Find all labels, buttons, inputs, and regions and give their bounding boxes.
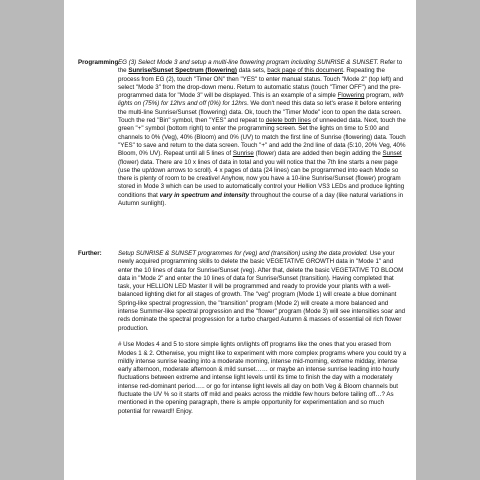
text-run: (flower) data. There are 10 x lines of data in total and you will notice that the 7th line starts a new page (use the up/down arrows to scroll). 4 x pages of data (24 lines) can be programmed into each Mode so there is plenty of room to be creative! Anyhow, now you have a 10-line Sunrise/Sunset (flower) program stored in Mode 3 which can be used to automatically control your Hellion VS3 LEDs and produce lighting conditions that: [118, 158, 405, 199]
further-paragraph-2: # Use Modes 4 and 5 to store simple lights on/lights off programs like the ones that you erased from Modes 1 & 2. Otherwise, you might like to experiment with more complex programs where you could try a mildly intense sunrise leading into a moderate morning, intense mid-morning, extreme midday, intense early afternoon, moderate afternoon & mild sunset…… or maybe an intense sunrise leading into hourly fluctuations between extreme and intense light levels until its time to finish the day with a moderately intense red-dominant period….. or go for intense light levels all day on both Veg & Bloom channels but fluctuate the UV % so it starts off mild and peaks across the middle few hours before tailing off…? As mentioned in the opening paragraph, there is ample opportunity for experimentation and so much potential for reward!! Enjoy.: [118, 341, 407, 415]
text-run: throughout the course of a day (like natural variations in Autumn sunlight).: [118, 191, 404, 208]
document-page: [64, 0, 416, 480]
text-run: data sets,: [236, 67, 268, 75]
text-run: . Repeating the process from EG (2), touch "Timer ON" then "YES" to enter manual status. Touch "Mode 2" (top left) and select "Mode 3" from the drop-down menu. Return to automatic status (touch "Timer OFF") and the pre-programmed data for "Mode 3" will be displayed. This is an example of a simple: [118, 67, 404, 100]
sunrise-underlined: Sunrise: [232, 150, 254, 158]
text-run: program,: [364, 92, 393, 100]
lights-on-italic: with lights on (75%) for 12hrs and off (0%) for 12hrs: [118, 92, 404, 108]
further-label: Further:: [78, 250, 102, 257]
further-paragraph-1: [118, 250, 408, 333]
further-body: [118, 250, 408, 416]
spectrum-intensity-emphasis: vary in spectrum and intensity: [159, 191, 250, 199]
text-run: (flower) data are added then begin adding the: [253, 150, 383, 158]
back-page-link[interactable]: back page of this document: [267, 67, 343, 75]
spectrum-reference: Sunrise/Sunset Spectrum (flowering): [128, 67, 237, 75]
text-run: Refer to the: [118, 59, 403, 75]
programming-lead: EG (3) Select Mode 3 and setup a multi-line flowering program including SUNRISE & SUNSET.: [118, 59, 379, 66]
further-lead: Setup SUNRISE & SUNSET programmes for (veg) and (transition) using the data provided.: [118, 250, 369, 257]
paragraph-gap: [118, 333, 408, 341]
flowering-underlined: Flowering: [337, 92, 365, 100]
programming-paragraph: [118, 59, 408, 208]
programming-body: [118, 59, 408, 208]
programming-label: Programming: [78, 59, 119, 66]
delete-lines-underlined: delete both lines: [265, 117, 311, 125]
text-run: Use your newly acquired programming skills to delete the basic VEGETATIVE GROWTH data in "Mode 1" and enter the 10 lines of data for Sunrise/Sunset (veg). After that, delete the basic VEGETATIVE TO BLOOM data in "Mode 2" and enter the 10 lines of data for Sunrise/Sunset (transition). Having completed that task, your HELLION LED Master II will be programmed and ready to provide your plants with a well-balanced lighting diet for all stages of growth. The "veg" program (Mode 1) will create a blue dominant Spring-like spectral progression, the "transition" program (Mode 2) will create a more balanced and intense Summer-like spectral progression and the "flower" program (Mode 3) will see intensities soar and reds dominate the spectral progression for a turbo charged Autumn & masses of essential oil rich flower production.: [118, 250, 406, 332]
sunset-underlined: Sunset: [382, 150, 402, 158]
text-run: . We don't need this data so let's erase it before entering the multi-line Sunrise/Sunset (flowering) data. Ok, touch the "Timer Mode" icon to open the data screen. Touch the red "Bin" symbol, then "YES" and repeat to: [118, 100, 402, 125]
text-run: of unneeded data. Next, touch the green "+" symbol (bottom right) to enter the programming screen. Set the lights on time to 5:00 and channels to 0% (Veg), 40% (Bloom) and 0% (UV) to match the first line of Sunrise (flowering) data. Touch "YES" to save and return to the data screen. Touch "+" and add the 2nd line of data (5:10, 20% Veg, 40% Bloom, 0% UV). Repeat until all 5 lines of: [118, 117, 406, 158]
